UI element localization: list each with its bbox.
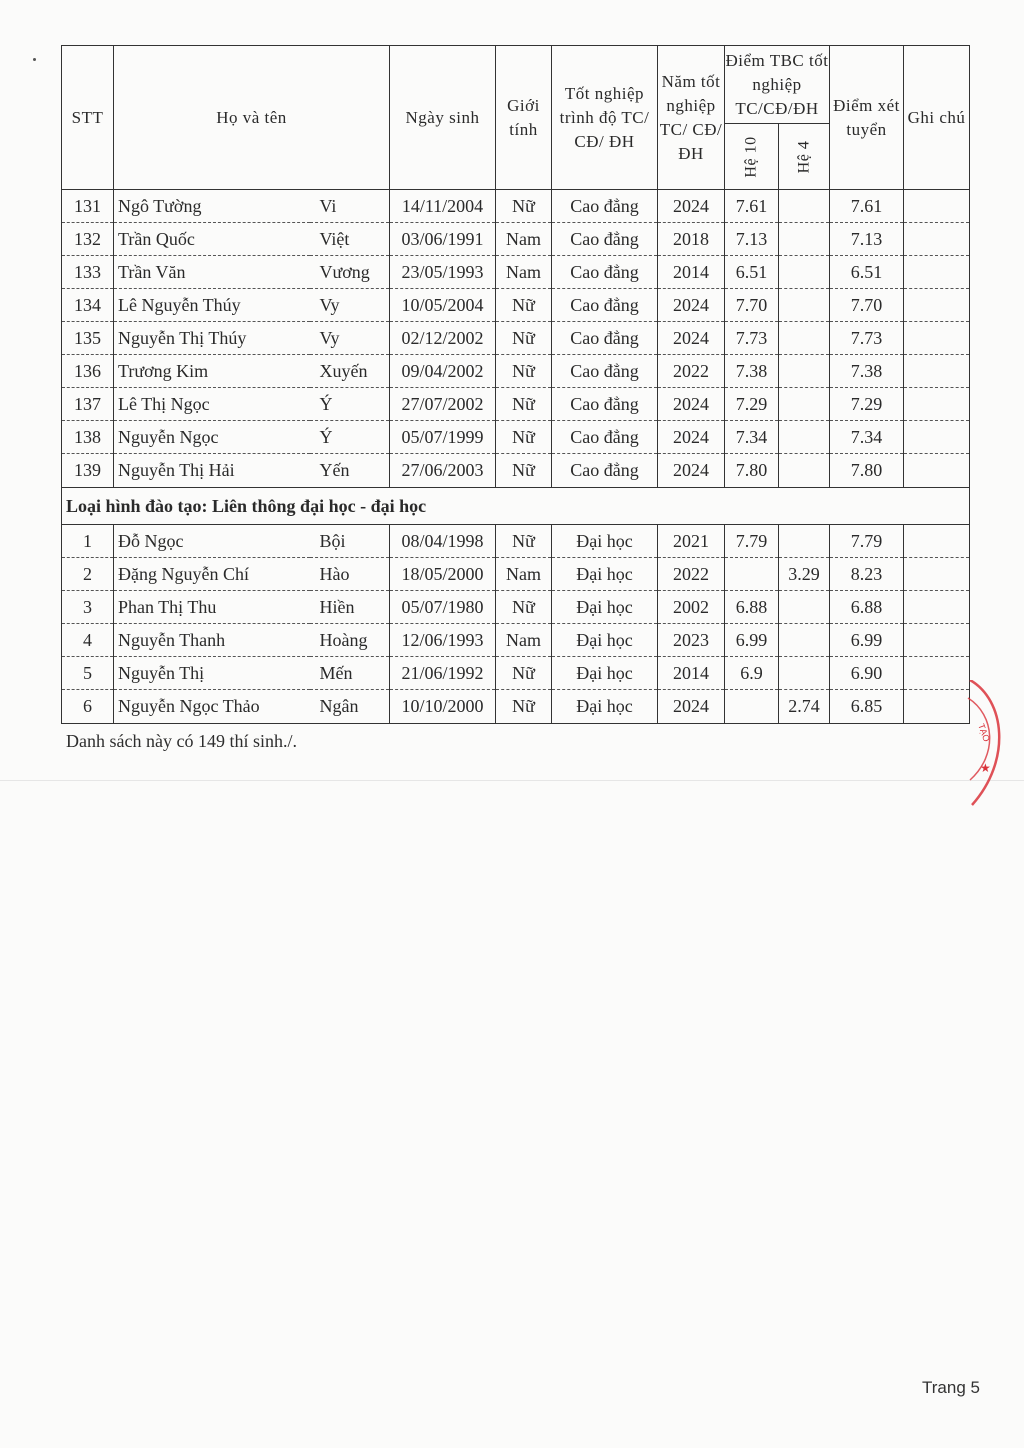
row-first-name: Vi (310, 190, 390, 223)
row-grad-level: Đại học (552, 591, 658, 624)
table-row (62, 190, 970, 223)
table-body-university (62, 525, 970, 724)
row-admission-score: 6.90 (830, 657, 904, 690)
row-admission-score: 6.85 (830, 690, 904, 724)
row-gender: Nam (496, 558, 552, 591)
table-row (62, 289, 970, 322)
row-admission-score: 6.51 (830, 256, 904, 289)
row-dob: 27/07/2002 (390, 388, 496, 421)
row-grad-year: 2022 (658, 355, 725, 388)
row-stt: 135 (62, 322, 114, 355)
row-note (904, 525, 970, 558)
row-grad-level: Cao đẳng (552, 289, 658, 322)
row-grad-level: Đại học (552, 558, 658, 591)
row-stt: 5 (62, 657, 114, 690)
row-gpa-10: 7.29 (725, 388, 779, 421)
row-last-name: Lê Thị Ngọc (114, 388, 310, 421)
row-note (904, 289, 970, 322)
row-gpa-10: 6.99 (725, 624, 779, 657)
row-admission-score: 7.34 (830, 421, 904, 454)
row-grad-level: Cao đẳng (552, 421, 658, 454)
table-row (62, 223, 970, 256)
row-grad-level: Cao đẳng (552, 454, 658, 488)
row-dob: 27/06/2003 (390, 454, 496, 488)
row-stt: 136 (62, 355, 114, 388)
row-note (904, 388, 970, 421)
row-first-name: Yến (310, 454, 390, 488)
row-dob: 12/06/1993 (390, 624, 496, 657)
row-last-name: Đặng Nguyễn Chí (114, 558, 310, 591)
row-grad-level: Đại học (552, 657, 658, 690)
row-last-name: Nguyễn Ngọc Thảo (114, 690, 310, 724)
row-last-name: Nguyễn Thị (114, 657, 310, 690)
row-grad-year: 2024 (658, 289, 725, 322)
row-gpa-4 (779, 355, 830, 388)
row-grad-level: Cao đẳng (552, 388, 658, 421)
table-header (62, 46, 970, 190)
row-first-name: Bội (310, 525, 390, 558)
row-admission-score: 8.23 (830, 558, 904, 591)
row-gpa-4 (779, 624, 830, 657)
stamp-text: TẠO (976, 722, 992, 744)
row-gender: Nữ (496, 388, 552, 421)
row-gpa-4 (779, 256, 830, 289)
row-admission-score: 7.70 (830, 289, 904, 322)
row-grad-level: Cao đẳng (552, 322, 658, 355)
table-row (62, 454, 970, 488)
row-last-name: Trần Quốc (114, 223, 310, 256)
table-row (62, 525, 970, 558)
row-gender: Nữ (496, 525, 552, 558)
header-grad-level: Tốt nghiệp trình độ TC/ CĐ/ ĐH (552, 46, 658, 190)
header-scale-4-label: Hệ 4 (795, 140, 812, 173)
header-full-name: Họ và tên (114, 46, 390, 190)
row-note (904, 454, 970, 488)
row-dob: 05/07/1980 (390, 591, 496, 624)
row-grad-year: 2023 (658, 624, 725, 657)
row-gpa-10: 7.38 (725, 355, 779, 388)
row-dob: 03/06/1991 (390, 223, 496, 256)
row-grad-year: 2021 (658, 525, 725, 558)
row-gpa-10: 7.13 (725, 223, 779, 256)
row-stt: 3 (62, 591, 114, 624)
row-last-name: Lê Nguyễn Thúy (114, 289, 310, 322)
row-gpa-10: 7.80 (725, 454, 779, 488)
row-admission-score: 7.29 (830, 388, 904, 421)
row-gender: Nữ (496, 591, 552, 624)
row-gpa-4 (779, 525, 830, 558)
section-divider (62, 488, 970, 525)
row-first-name: Ý (310, 421, 390, 454)
row-gpa-4 (779, 421, 830, 454)
row-dob: 18/05/2000 (390, 558, 496, 591)
row-first-name: Vy (310, 322, 390, 355)
row-note (904, 355, 970, 388)
section-title: Loại hình đào tạo: Liên thông đại học - đại học (62, 488, 970, 525)
row-gender: Nữ (496, 454, 552, 488)
table-row (62, 322, 970, 355)
row-gpa-10: 7.34 (725, 421, 779, 454)
row-note (904, 322, 970, 355)
row-grad-level: Đại học (552, 690, 658, 724)
row-gpa-10: 7.73 (725, 322, 779, 355)
row-admission-score: 7.13 (830, 223, 904, 256)
row-grad-level: Đại học (552, 624, 658, 657)
table-row (62, 591, 970, 624)
table-row (62, 355, 970, 388)
row-gpa-10: 6.9 (725, 657, 779, 690)
row-gpa-4 (779, 388, 830, 421)
table-row (62, 657, 970, 690)
row-grad-year: 2002 (658, 591, 725, 624)
row-admission-score: 7.80 (830, 454, 904, 488)
table-body-college (62, 190, 970, 488)
candidate-table (61, 45, 970, 724)
header-dob: Ngày sinh (390, 46, 496, 190)
row-dob: 08/04/1998 (390, 525, 496, 558)
row-first-name: Xuyến (310, 355, 390, 388)
row-grad-year: 2014 (658, 657, 725, 690)
row-admission-score: 7.79 (830, 525, 904, 558)
row-grad-year: 2024 (658, 690, 725, 724)
row-gender: Nữ (496, 322, 552, 355)
row-gender: Nữ (496, 657, 552, 690)
row-stt: 138 (62, 421, 114, 454)
row-gpa-4 (779, 454, 830, 488)
row-last-name: Trương Kim (114, 355, 310, 388)
row-last-name: Nguyễn Ngọc (114, 421, 310, 454)
row-grad-level: Cao đẳng (552, 223, 658, 256)
row-stt: 133 (62, 256, 114, 289)
row-grad-year: 2014 (658, 256, 725, 289)
row-admission-score: 7.73 (830, 322, 904, 355)
row-first-name: Hào (310, 558, 390, 591)
row-grad-year: 2022 (658, 558, 725, 591)
row-grad-year: 2024 (658, 322, 725, 355)
row-stt: 137 (62, 388, 114, 421)
table-row (62, 690, 970, 724)
row-first-name: Ngân (310, 690, 390, 724)
row-gender: Nam (496, 624, 552, 657)
row-note (904, 591, 970, 624)
row-last-name: Trần Văn (114, 256, 310, 289)
row-first-name: Ý (310, 388, 390, 421)
header-grad-year: Năm tốt nghiệp TC/ CĐ/ ĐH (658, 46, 725, 190)
row-gender: Nữ (496, 690, 552, 724)
row-gender: Nữ (496, 190, 552, 223)
row-gender: Nam (496, 223, 552, 256)
row-dob: 23/05/1993 (390, 256, 496, 289)
header-scale-4 (779, 124, 830, 190)
row-gpa-4 (779, 190, 830, 223)
header-gender: Giới tính (496, 46, 552, 190)
row-stt: 131 (62, 190, 114, 223)
row-admission-score: 6.88 (830, 591, 904, 624)
stamp-outer-arc (970, 680, 999, 805)
row-stt: 1 (62, 525, 114, 558)
row-gpa-4 (779, 591, 830, 624)
row-gpa-4 (779, 657, 830, 690)
row-last-name: Nguyễn Thanh (114, 624, 310, 657)
row-last-name: Nguyễn Thị Thúy (114, 322, 310, 355)
row-dob: 09/04/2002 (390, 355, 496, 388)
row-grad-year: 2018 (658, 223, 725, 256)
row-gender: Nam (496, 256, 552, 289)
table-row (62, 558, 970, 591)
row-gpa-4: 3.29 (779, 558, 830, 591)
row-gpa-10: 6.88 (725, 591, 779, 624)
row-gpa-10: 7.70 (725, 289, 779, 322)
stamp-star-icon: ★ (980, 761, 991, 775)
row-first-name: Vy (310, 289, 390, 322)
row-last-name: Ngô Tường (114, 190, 310, 223)
row-stt: 132 (62, 223, 114, 256)
row-grad-year: 2024 (658, 190, 725, 223)
row-gender: Nữ (496, 355, 552, 388)
row-first-name: Mến (310, 657, 390, 690)
footer-note: Danh sách này có 149 thí sinh./. (66, 731, 297, 751)
row-gender: Nữ (496, 289, 552, 322)
row-note (904, 558, 970, 591)
table-row (62, 421, 970, 454)
header-gpa-group: Điểm TBC tốt nghiệp TC/CĐ/ĐH (725, 46, 830, 124)
row-admission-score: 7.38 (830, 355, 904, 388)
row-gender: Nữ (496, 421, 552, 454)
row-note (904, 256, 970, 289)
page-number: Trang 5 (922, 1378, 980, 1397)
row-grad-year: 2024 (658, 454, 725, 488)
row-first-name: Việt (310, 223, 390, 256)
row-gpa-4: 2.74 (779, 690, 830, 724)
row-gpa-10: 7.79 (725, 525, 779, 558)
header-note: Ghi chú (904, 46, 970, 190)
row-gpa-4 (779, 223, 830, 256)
row-stt: 2 (62, 558, 114, 591)
row-gpa-10: 6.51 (725, 256, 779, 289)
row-first-name: Vương (310, 256, 390, 289)
row-gpa-4 (779, 322, 830, 355)
row-grad-level: Cao đẳng (552, 190, 658, 223)
row-dob: 21/06/1992 (390, 657, 496, 690)
table-row (62, 256, 970, 289)
row-gpa-10 (725, 558, 779, 591)
row-note (904, 223, 970, 256)
header-scale-10 (725, 124, 779, 190)
header-admission-score: Điểm xét tuyển (830, 46, 904, 190)
row-grad-level: Cao đẳng (552, 256, 658, 289)
row-last-name: Phan Thị Thu (114, 591, 310, 624)
row-dob: 10/10/2000 (390, 690, 496, 724)
header-scale-10-label: Hệ 10 (742, 135, 760, 178)
row-note (904, 421, 970, 454)
row-gpa-10 (725, 690, 779, 724)
row-stt: 4 (62, 624, 114, 657)
row-first-name: Hoàng (310, 624, 390, 657)
row-dob: 10/05/2004 (390, 289, 496, 322)
page-fold-line (0, 780, 1024, 781)
row-grad-level: Cao đẳng (552, 355, 658, 388)
row-grad-year: 2024 (658, 388, 725, 421)
row-note (904, 624, 970, 657)
row-last-name: Nguyễn Thị Hải (114, 454, 310, 488)
row-last-name: Đỗ Ngọc (114, 525, 310, 558)
row-gpa-10: 7.61 (725, 190, 779, 223)
row-note (904, 190, 970, 223)
row-stt: 134 (62, 289, 114, 322)
row-grad-year: 2024 (658, 421, 725, 454)
row-admission-score: 7.61 (830, 190, 904, 223)
red-stamp (950, 680, 1020, 810)
row-stt: 6 (62, 690, 114, 724)
speck (33, 58, 36, 61)
table-row (62, 388, 970, 421)
table-row (62, 624, 970, 657)
header-stt: STT (62, 46, 114, 190)
row-first-name: Hiền (310, 591, 390, 624)
row-dob: 05/07/1999 (390, 421, 496, 454)
row-gpa-4 (779, 289, 830, 322)
row-dob: 02/12/2002 (390, 322, 496, 355)
row-dob: 14/11/2004 (390, 190, 496, 223)
row-grad-level: Đại học (552, 525, 658, 558)
row-stt: 139 (62, 454, 114, 488)
row-admission-score: 6.99 (830, 624, 904, 657)
